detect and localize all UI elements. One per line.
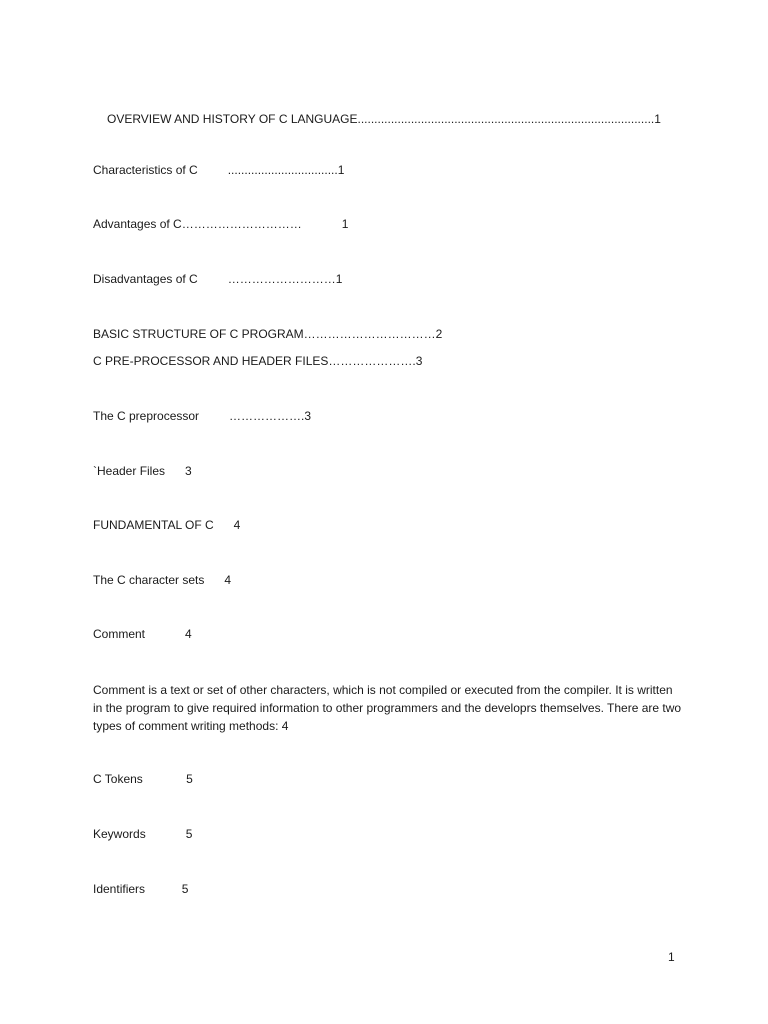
toc-entry-keywords: Keywords 5 bbox=[93, 827, 193, 841]
toc-entry-fundamental: FUNDAMENTAL OF C 4 bbox=[93, 518, 241, 532]
toc-entry-c-tokens: C Tokens 5 bbox=[93, 772, 193, 786]
toc-entry-comment-description: Comment is a text or set of other characters, which is not compiled or executed from the compiler. It is written in the program to give required information to other programmers and the developrs themselves. There are two types of comment writing methods: 4 bbox=[93, 683, 682, 733]
toc-entry-comment: Comment 4 bbox=[93, 627, 192, 641]
toc-entry-character-sets: The C character sets 4 bbox=[93, 573, 232, 587]
page-number: 1 bbox=[668, 950, 675, 964]
toc-entry-overview-history: OVERVIEW AND HISTORY OF C LANGUAGE.........................................................................................1 bbox=[107, 112, 661, 126]
toc-entry-preprocessor-header: C PRE-PROCESSOR AND HEADER FILES………………….3 bbox=[93, 354, 423, 368]
toc-entry-c-preprocessor: The C preprocessor ……………….3 bbox=[93, 409, 312, 423]
toc-entry-characteristics: Characteristics of C .................................1 bbox=[93, 163, 345, 177]
toc-entry-identifiers: Identifiers 5 bbox=[93, 882, 189, 896]
toc-entry-basic-structure: BASIC STRUCTURE OF C PROGRAM……………………………2 bbox=[93, 327, 443, 341]
toc-entry-disadvantages: Disadvantages of C ………………………1 bbox=[93, 272, 343, 286]
toc-entry-header-files: `Header Files 3 bbox=[93, 464, 192, 478]
toc-entry-advantages: Advantages of C………………………… 1 bbox=[93, 217, 349, 231]
